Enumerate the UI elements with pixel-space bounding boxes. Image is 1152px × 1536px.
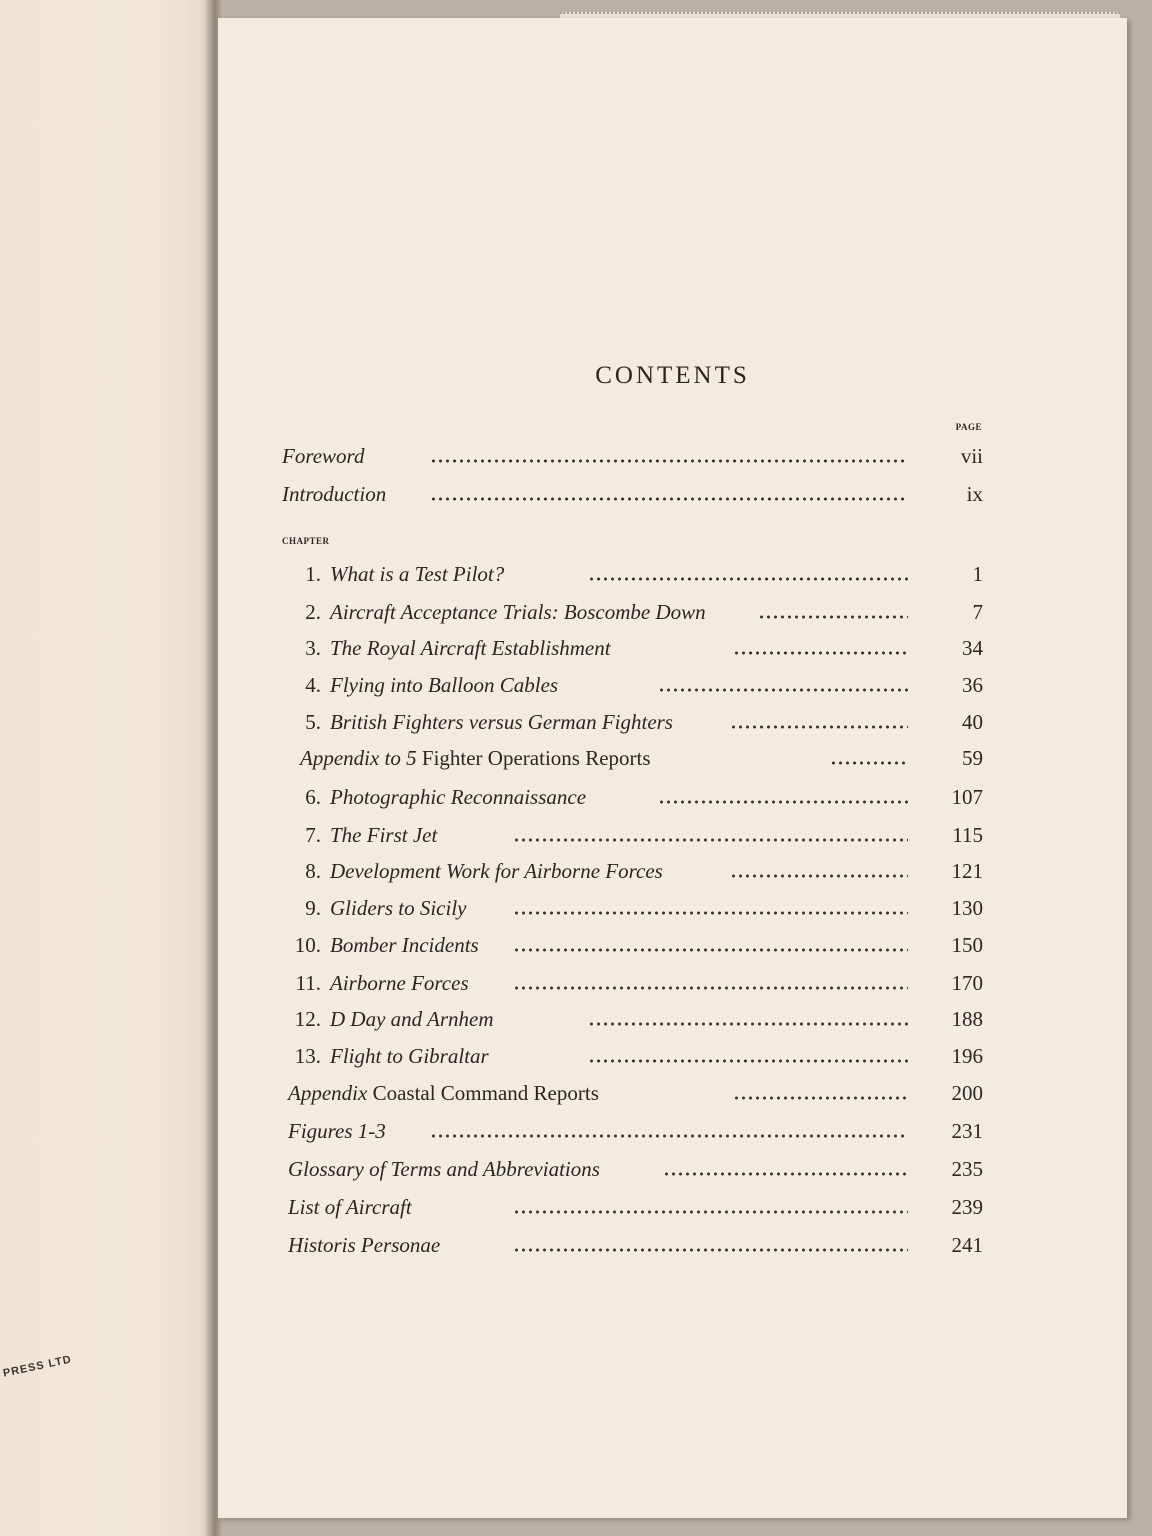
toc-entry — [218, 1081, 1127, 1111]
toc-entry — [218, 823, 1127, 853]
entry-title-italic: Historis Personae — [288, 1233, 441, 1257]
entry-title — [288, 1157, 600, 1182]
toc-entry — [218, 1157, 1127, 1187]
page-number: 34 — [962, 636, 983, 660]
toc-entry — [218, 859, 1127, 889]
entry-title — [288, 1081, 599, 1106]
entry-title-italic: Appendix — [288, 1081, 368, 1105]
dot-leader — [758, 602, 908, 622]
entry-title — [330, 971, 469, 996]
toc-entry — [218, 896, 1127, 926]
toc-entry — [218, 600, 1127, 630]
toc-entry — [218, 1119, 1127, 1149]
left-page — [0, 0, 212, 1536]
page-number: 115 — [952, 823, 983, 847]
imprint-fragment: PRESS LTD — [2, 1353, 73, 1380]
entry-title — [288, 1195, 412, 1220]
page-number: 170 — [951, 971, 983, 995]
dot-leader — [513, 1197, 908, 1217]
entry-title — [330, 710, 673, 735]
entry-title-italic: Development Work for Airborne Forces — [330, 859, 663, 883]
chapter-number: 3. — [305, 636, 321, 660]
dot-leader — [430, 446, 908, 466]
dot-leader — [588, 1009, 908, 1029]
entry-title — [330, 600, 706, 625]
chapter-number: 12. — [294, 1007, 321, 1031]
dot-leader — [513, 1235, 908, 1255]
chapter-number: 8. — [305, 859, 321, 883]
entry-title — [330, 1007, 494, 1032]
entry-title-italic: Figures 1-3 — [288, 1119, 386, 1143]
entry-title-italic: Bomber Incidents — [330, 933, 479, 957]
chapter-number: 9. — [305, 896, 321, 920]
contents-title: CONTENTS — [595, 362, 750, 389]
toc-entry — [218, 1195, 1127, 1225]
dot-leader — [663, 1159, 908, 1179]
dot-leader — [588, 564, 908, 584]
entry-title-italic: Introduction — [282, 482, 387, 506]
entry-title-italic: D Day and Arnhem — [330, 1007, 494, 1031]
page-number: 107 — [951, 785, 983, 809]
toc-entry — [218, 636, 1127, 666]
toc-entry — [218, 562, 1127, 592]
entry-title — [330, 859, 663, 884]
entry-title-italic: Aircraft Acceptance Trials: Boscombe Down — [330, 600, 706, 624]
toc-entry — [218, 482, 1127, 512]
page-number: 36 — [962, 673, 983, 697]
page-number: ix — [966, 482, 983, 506]
dot-leader — [730, 861, 908, 881]
entry-title-italic: Glossary of Terms and Abbreviations — [288, 1157, 600, 1181]
entry-title — [282, 482, 386, 507]
toc-entry — [218, 1007, 1127, 1037]
toc-entry — [218, 673, 1127, 703]
page-number: vii — [960, 444, 983, 468]
entry-title — [330, 933, 479, 958]
toc-entry — [218, 1044, 1127, 1074]
page-number: 7 — [972, 600, 983, 624]
entry-title-italic: List of Aircraft — [288, 1195, 412, 1219]
entry-title-italic: Flying into Balloon Cables — [330, 673, 559, 697]
page-column-label: PAGE — [955, 422, 982, 432]
entry-title-italic: Gliders to Sicily — [330, 896, 467, 920]
entry-title — [288, 1119, 386, 1144]
page-number: 188 — [951, 1007, 983, 1031]
chapter-label: CHAPTER — [282, 536, 330, 546]
dot-leader — [658, 675, 908, 695]
chapter-number: 6. — [305, 785, 321, 809]
toc-entry — [218, 933, 1127, 963]
toc-entry — [218, 785, 1127, 815]
dot-leader — [513, 898, 908, 918]
dot-leader — [730, 712, 908, 732]
toc-entry — [218, 710, 1127, 740]
chapter-number: 7. — [305, 823, 321, 847]
entry-title-italic: British Fighters versus German Fighters — [330, 710, 673, 734]
page-number: 200 — [951, 1081, 983, 1105]
page-number: 241 — [951, 1233, 983, 1257]
entry-title — [330, 636, 611, 661]
toc-entry — [218, 444, 1127, 474]
entry-title — [330, 785, 586, 810]
page-number: 130 — [951, 896, 983, 920]
dot-leader — [830, 748, 908, 768]
toc-entry — [218, 971, 1127, 1001]
entry-title — [288, 1233, 440, 1258]
dot-leader — [513, 825, 908, 845]
entry-title — [282, 444, 364, 469]
entry-title — [330, 673, 558, 698]
entry-title-italic: Foreword — [282, 444, 365, 468]
entry-title-italic: Appendix to 5 — [300, 746, 417, 770]
entry-title-roman: Coastal Command Reports — [367, 1081, 599, 1105]
chapter-number: 2. — [305, 600, 321, 624]
dot-leader — [588, 1046, 908, 1066]
entry-title-italic: Flight to Gibraltar — [330, 1044, 489, 1068]
page-number: 1 — [972, 562, 983, 586]
page-number: 235 — [951, 1157, 983, 1181]
page-number: 150 — [951, 933, 983, 957]
dot-leader — [430, 484, 908, 504]
entry-title — [330, 823, 437, 848]
dot-leader — [658, 787, 908, 807]
chapter-number: 13. — [294, 1044, 321, 1068]
chapter-number: 11. — [295, 971, 321, 995]
dot-leader — [513, 935, 908, 955]
page-number: 231 — [951, 1119, 983, 1143]
entry-title-italic: The Royal Aircraft Establishment — [330, 636, 611, 660]
entry-title-italic: What is a Test Pilot? — [330, 562, 505, 586]
page-number: 40 — [962, 710, 983, 734]
dot-leader — [733, 638, 908, 658]
entry-title-italic: Photographic Reconnaissance — [330, 785, 587, 809]
chapter-number: 1. — [305, 562, 321, 586]
entry-title — [330, 896, 466, 921]
dot-leader — [430, 1121, 908, 1141]
entry-title-italic: Airborne Forces — [330, 971, 469, 995]
entry-title-roman: Fighter Operations Reports — [416, 746, 651, 770]
dot-leader — [513, 973, 908, 993]
entry-title — [330, 562, 504, 587]
chapter-number: 10. — [294, 933, 321, 957]
page-number: 121 — [951, 859, 983, 883]
toc-entry — [218, 1233, 1127, 1263]
entry-title — [300, 746, 651, 771]
entry-title — [330, 1044, 489, 1069]
chapter-number: 4. — [305, 673, 321, 697]
page-number: 239 — [951, 1195, 983, 1219]
dot-leader — [733, 1083, 908, 1103]
entry-title-italic: The First Jet — [330, 823, 438, 847]
contents-page — [218, 18, 1127, 1518]
toc-entry — [218, 746, 1127, 776]
chapter-number: 5. — [305, 710, 321, 734]
page-number: 59 — [962, 746, 983, 770]
page-number: 196 — [951, 1044, 983, 1068]
